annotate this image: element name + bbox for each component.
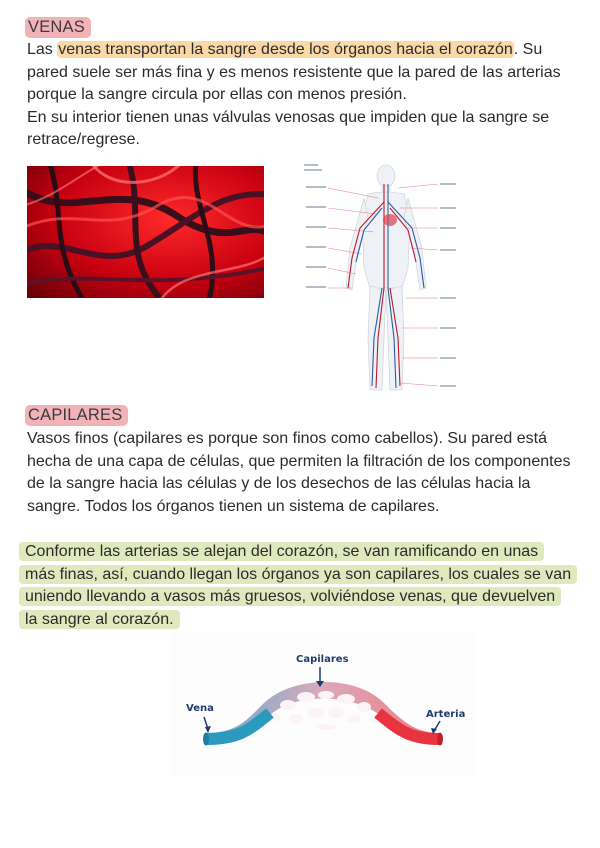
- capilares-paragraph: Vasos finos (capilares es porque son finos como cabellos). Su pared está hecha de una capa de células, que permiten la filtración de los componentes de la sangre hacia las células y de los desechos de las células hacia la sangre. Todos los órganos tienen un sistema de capilares.: [27, 430, 571, 515]
- venas-paragraph: [27, 39, 587, 152]
- venas-valves-text: En su interior tienen unas válvulas venosas que impiden que la sangre se retrace/regrese.: [27, 108, 550, 149]
- arteria-label: Arteria: [426, 709, 466, 720]
- venas-highlight: venas transportan la sangre desde los órganos hacia el corazón: [58, 41, 513, 58]
- circulatory-system-graphic: [298, 158, 458, 400]
- capilares-highlight: Conforme las arterias se alejan del corazón, se van ramificando en unas más finas, así, cuando llegan los órganos ya son capilares, los cuales se van uniendo llevando a vasos más gruesos, volviéndose venas, que devuelven la sangre al corazón.: [19, 542, 577, 629]
- veins-photo-graphic: [27, 166, 264, 298]
- capillary-diagram: [170, 633, 474, 777]
- veins-photo: [27, 166, 264, 298]
- vena-label: Vena: [186, 703, 214, 714]
- venas-text-pre: Las: [27, 41, 58, 58]
- capilares-label: Capilares: [296, 654, 349, 665]
- capilares-heading: CAPILARES: [25, 405, 128, 426]
- circulatory-system-illustration: [298, 158, 458, 400]
- capilares-highlight-paragraph: [27, 541, 572, 632]
- venas-heading: VENAS: [25, 17, 91, 38]
- venas-text-post: . Su pared suele ser más fina y es menos resistente que la pared de las arterias porque la sangre circula por ellas con menos presión.: [27, 41, 561, 104]
